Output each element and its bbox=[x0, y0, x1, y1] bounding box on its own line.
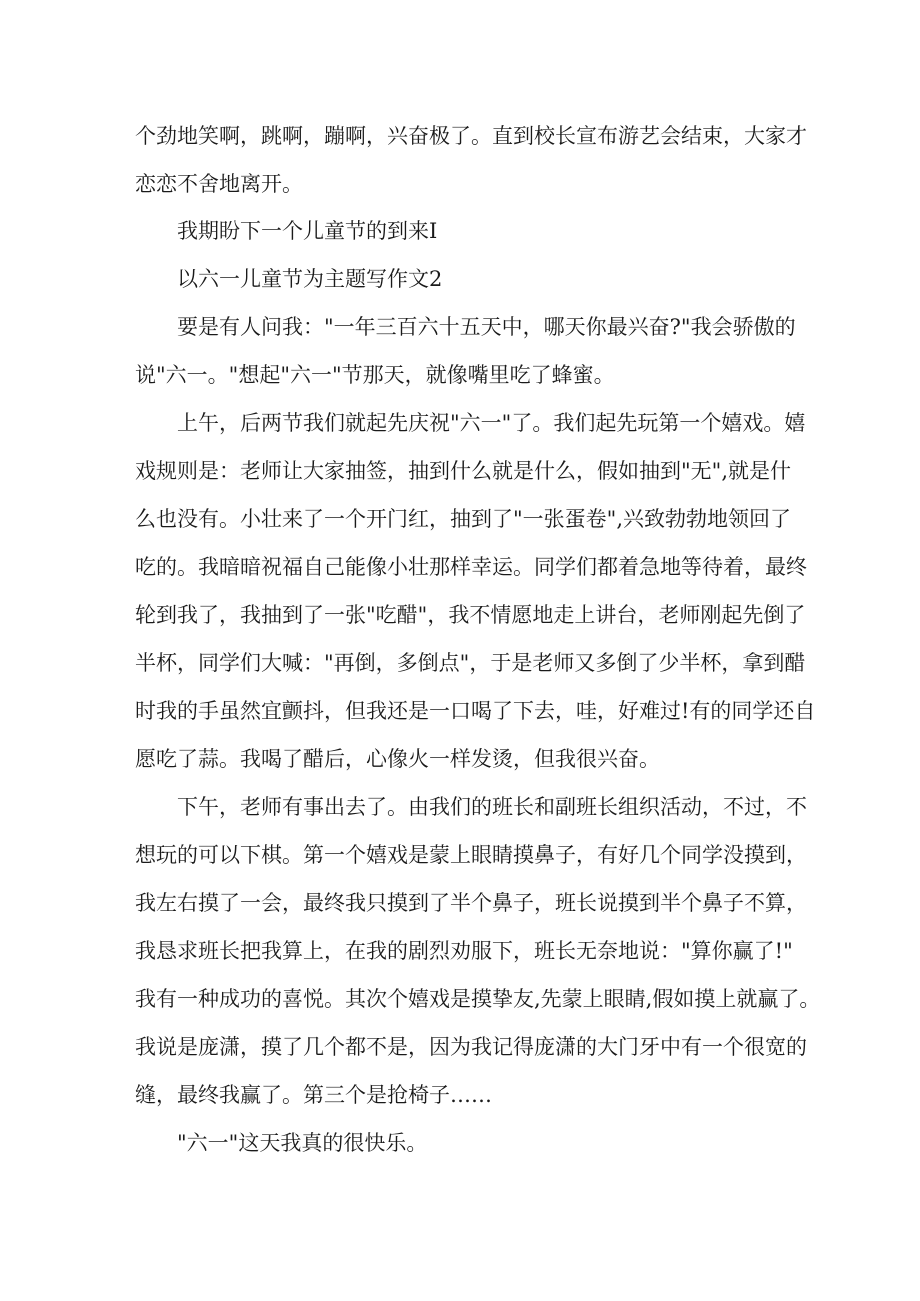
text-line: 半杯，同学们大喊："再倒，多倒点"，于是老师又多倒了少半杯，拿到醋 bbox=[135, 651, 806, 675]
text-line: 么也没有。小壮来了一个开门红，抽到了"一张蛋卷",兴致勃勃地领回了 bbox=[135, 507, 791, 531]
text-line: 戏规则是：老师让大家抽签，抽到什么就是什么，假如抽到"无",就是什 bbox=[135, 459, 791, 483]
text-line: 说"六一。"想起"六一"节那天，就像嘴里吃了蜂蜜。 bbox=[135, 363, 615, 387]
text-line: 要是有人问我："一年三百六十五天中，哪天你最兴奋?"我会骄傲的 bbox=[177, 315, 796, 339]
text-line: 以六一儿童节为主题写作文2 bbox=[177, 267, 443, 291]
text-line: 吃的。我暗暗祝福自己能像小壮那样幸运。同学们都着急地等待着，最终 bbox=[135, 555, 807, 579]
text-line: 恋恋不舍地离开。 bbox=[135, 172, 303, 196]
text-line: 我期盼下一个儿童节的到来I bbox=[177, 219, 438, 243]
text-line: 缝，最终我赢了。第三个是抢椅子…… bbox=[135, 1083, 492, 1107]
text-line: 轮到我了，我抽到了一张"吃醋"，我不情愿地走上讲台，老师刚起先倒了 bbox=[135, 603, 806, 627]
text-line: 我有一种成功的喜悦。其次个嬉戏是摸挚友,先蒙上眼睛,假如摸上就赢了。 bbox=[135, 987, 821, 1011]
text-line: 愿吃了蒜。我喝了醋后，心像火一样发烫，但我很兴奋。 bbox=[135, 747, 660, 771]
text-line: 我左右摸了一会，最终我只摸到了半个鼻子，班长说摸到半个鼻子不算， bbox=[135, 891, 807, 915]
text-line: 上午，后两节我们就起先庆祝"六一"了。我们起先玩第一个嬉戏。嬉 bbox=[177, 411, 806, 435]
text-line: 想玩的可以下棋。第一个嬉戏是蒙上眼睛摸鼻子，有好几个同学没摸到， bbox=[135, 843, 807, 867]
text-line: 我说是庞潇，摸了几个都不是，因为我记得庞潇的大门牙中有一个很宽的 bbox=[135, 1035, 807, 1059]
text-line: "六一"这天我真的很快乐。 bbox=[177, 1131, 428, 1155]
text-line: 个劲地笑啊，跳啊，蹦啊，兴奋极了。直到校长宣布游艺会结束，大家才 bbox=[135, 124, 807, 148]
text-line: 下午，老师有事出去了。由我们的班长和副班长组织活动，不过，不 bbox=[177, 795, 807, 819]
text-line: 时我的手虽然宜颤抖，但我还是一口喝了下去，哇，好难过!有的同学还自 bbox=[135, 699, 816, 723]
text-line: 我恳求班长把我算上，在我的剧烈劝服下，班长无奈地说："算你赢了!" bbox=[135, 939, 793, 963]
